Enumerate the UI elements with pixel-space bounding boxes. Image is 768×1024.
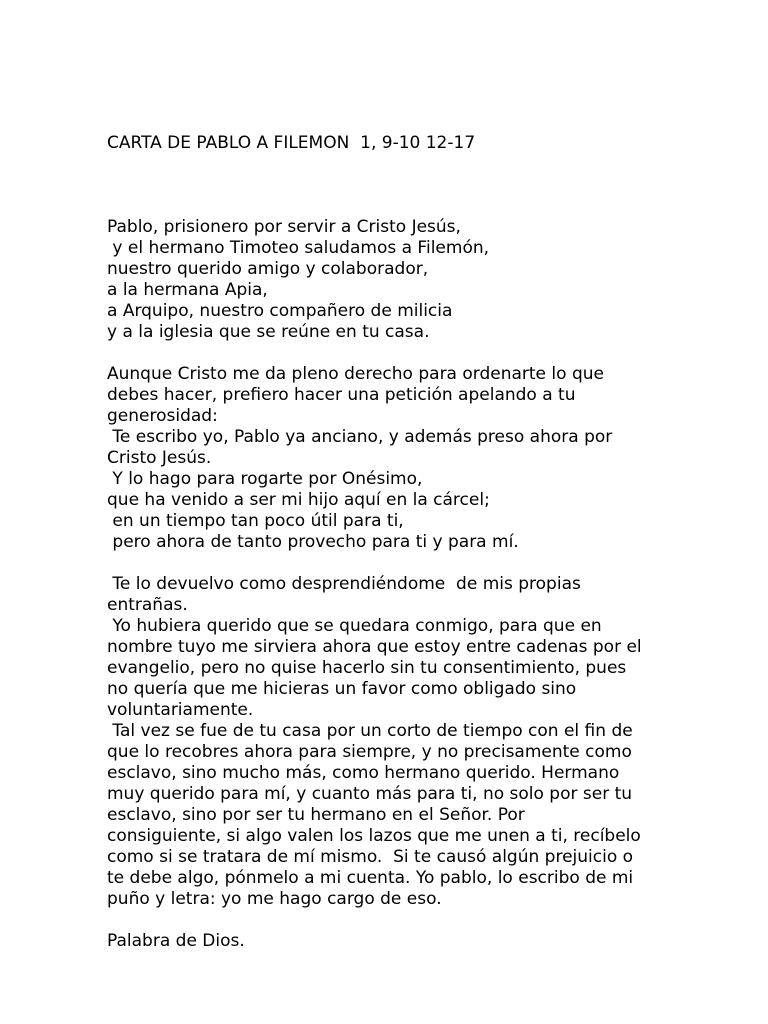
text-line: pero ahora de tanto provecho para ti y para mí. xyxy=(107,532,519,552)
document-title: CARTA DE PABLO A FILEMON 1, 9-10 12-17 xyxy=(107,133,476,153)
text-line: nuestro querido amigo y colaborador, xyxy=(107,259,429,279)
text-line: Aunque Cristo me da pleno derecho para ordenarte lo que xyxy=(107,364,604,384)
text-line: Tal vez se fue de tu casa por un corto de tiempo con el fin de xyxy=(107,721,633,741)
text-line: que ha venido a ser mi hijo aquí en la cárcel; xyxy=(107,490,490,510)
text-line: muy querido para mí, y cuanto más para ti, no solo por ser tu xyxy=(107,784,633,804)
text-line: Pablo, prisionero por servir a Cristo Jesús, xyxy=(107,217,461,237)
text-line: no quería que me hicieras un favor como obligado sino xyxy=(107,679,577,699)
text-line: Te escribo yo, Pablo ya anciano, y además preso ahora por xyxy=(107,427,613,447)
text-line: voluntariamente. xyxy=(107,700,254,720)
text-line: esclavo, sino por ser tu hermano en el Señor. Por xyxy=(107,805,525,825)
text-line: generosidad: xyxy=(107,406,218,426)
text-line: Palabra de Dios. xyxy=(107,931,245,951)
text-line: y a la iglesia que se reúne en tu casa. xyxy=(107,322,430,342)
text-line: a la hermana Apia, xyxy=(107,280,268,300)
text-line: Te lo devuelvo como desprendiéndome de mis propias xyxy=(107,574,581,594)
text-line: Yo hubiera querido que se quedara conmigo, para que en xyxy=(107,616,602,636)
paragraph xyxy=(107,217,727,343)
text-line: te debe algo, pónmelo a mi cuenta. Yo pablo, lo escribo de mi xyxy=(107,868,634,888)
paragraph xyxy=(107,364,727,553)
document-page xyxy=(107,91,727,994)
text-line: en un tiempo tan poco útil para ti, xyxy=(107,511,404,531)
text-line: y el hermano Timoteo saludamos a Filemón, xyxy=(107,238,490,258)
document-body xyxy=(107,217,727,952)
text-line: que lo recobres ahora para siempre, y no precisamente como xyxy=(107,742,632,762)
text-line: debes hacer, prefiero hacer una petición apelando a tu xyxy=(107,385,576,405)
text-line: consiguiente, si algo valen los lazos que me unen a ti, recíbelo xyxy=(107,826,641,846)
text-line: puño y letra: yo me hago cargo de eso. xyxy=(107,889,442,909)
text-line: Y lo hago para rogarte por Onésimo, xyxy=(107,469,423,489)
text-line: Cristo Jesús. xyxy=(107,448,212,468)
paragraph xyxy=(107,931,727,952)
text-line: como si se tratara de mí mismo. Si te causó algún prejuicio o xyxy=(107,847,634,867)
text-line: entrañas. xyxy=(107,595,188,615)
text-line: nombre tuyo me sirviera ahora que estoy entre cadenas por el xyxy=(107,637,642,657)
text-line: esclavo, sino mucho más, como hermano querido. Hermano xyxy=(107,763,620,783)
text-line: a Arquipo, nuestro compañero de milicia xyxy=(107,301,453,321)
text-line: evangelio, pero no quise hacerlo sin tu consentimiento, pues xyxy=(107,658,627,678)
paragraph xyxy=(107,574,727,910)
